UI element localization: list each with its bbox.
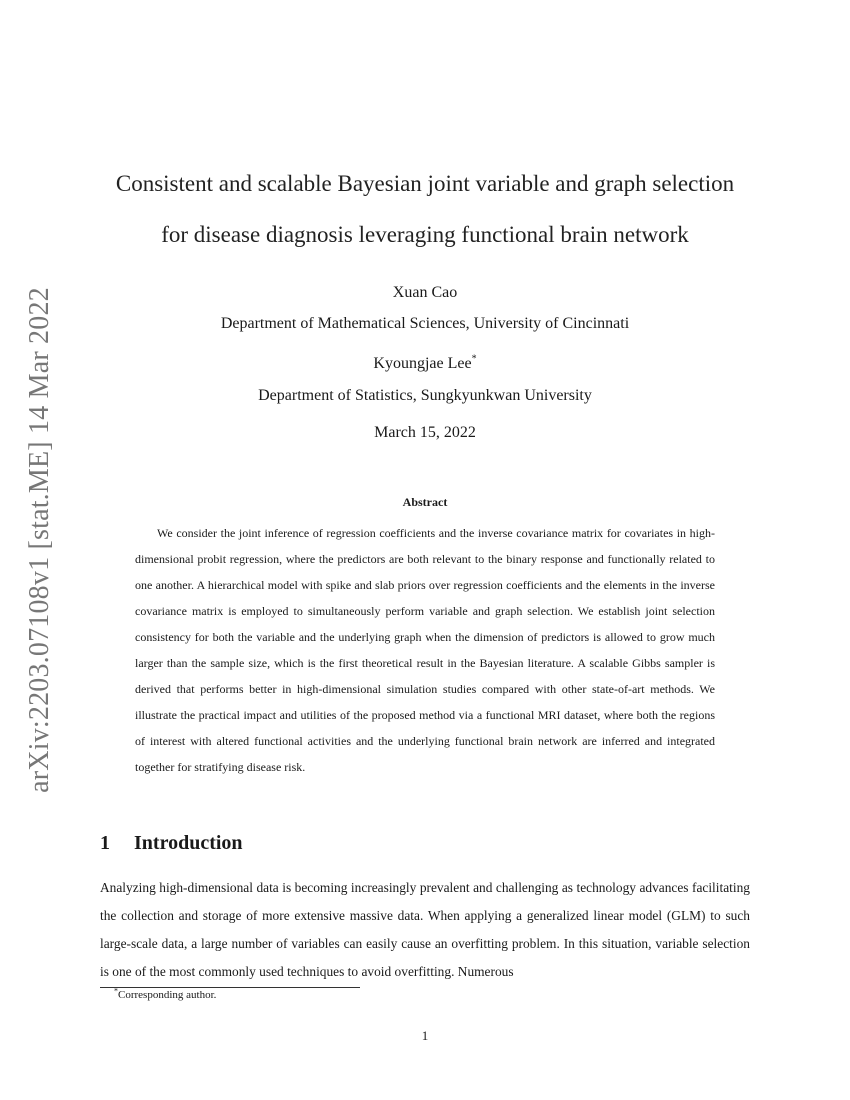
author-affiliation-2: Department of Statistics, Sungkyunkwan University bbox=[258, 387, 592, 404]
page-number: 1 bbox=[421, 1028, 429, 1043]
footnote bbox=[114, 986, 217, 1001]
corresponding-author-marker: * bbox=[471, 353, 477, 365]
author-name-2-text: Kyoungjae Lee bbox=[373, 355, 472, 372]
section-number: 1 bbox=[100, 832, 110, 854]
paper-date: March 15, 2022 bbox=[374, 424, 476, 441]
footnote-divider bbox=[100, 987, 360, 988]
author-affiliation-1: Department of Mathematical Sciences, University of Cincinnati bbox=[220, 315, 630, 332]
arxiv-identifier-stamp: arXiv:2203.07108v1 [stat.ME] 14 Mar 2022 bbox=[24, 287, 55, 793]
paper-title-line-1: Consistent and scalable Bayesian joint variable and graph selection bbox=[115, 171, 735, 196]
footnote-marker: * bbox=[114, 986, 118, 996]
section-title: Introduction bbox=[134, 832, 243, 854]
footnote-text: Corresponding author. bbox=[118, 989, 217, 1001]
paper-title-line-2: for disease diagnosis leveraging functional brain network bbox=[161, 222, 689, 247]
introduction-paragraph: Analyzing high-dimensional data is becoming increasingly prevalent and challenging as technology advances facilitating the collection and storage of more extensive massive data. When applying a generalized linear model (GLM) to such large-scale data, a large number of variables can easily cause an overfitting problem. In this situation, variable selection is one of the most commonly used techniques to avoid overfitting. Numerous bbox=[100, 880, 750, 979]
abstract-heading: Abstract bbox=[402, 495, 448, 509]
author-name-2 bbox=[0, 355, 850, 373]
abstract-text: We consider the joint inference of regression coefficients and the inverse covariance matrix for covariates in high-dimensional probit regression, where the predictors are both relevant to the binary response and functionally related to one another. A hierarchical model with spike and slab priors over regression coefficients and the elements in the inverse covariance matrix is employed to simultaneously perform variable and graph selection. We establish joint selection consistency for both the variable and the underlying graph when the dimension of predictors is allowed to grow much larger than the sample size, which is the first theoretical result in the Bayesian literature. A scalable Gibbs sampler is derived that performs better in high-dimensional simulation studies compared with other state-of-art methods. We illustrate the practical impact and utilities of the proposed method via a functional MRI dataset, where both the regions of interest with altered functional activities and the underlying functional brain network are inferred and integrated together for stratifying disease risk. bbox=[135, 526, 715, 774]
section-heading-introduction bbox=[100, 832, 243, 855]
author-name-1-text: Xuan Cao bbox=[392, 284, 458, 301]
author-name-1 bbox=[0, 284, 850, 302]
